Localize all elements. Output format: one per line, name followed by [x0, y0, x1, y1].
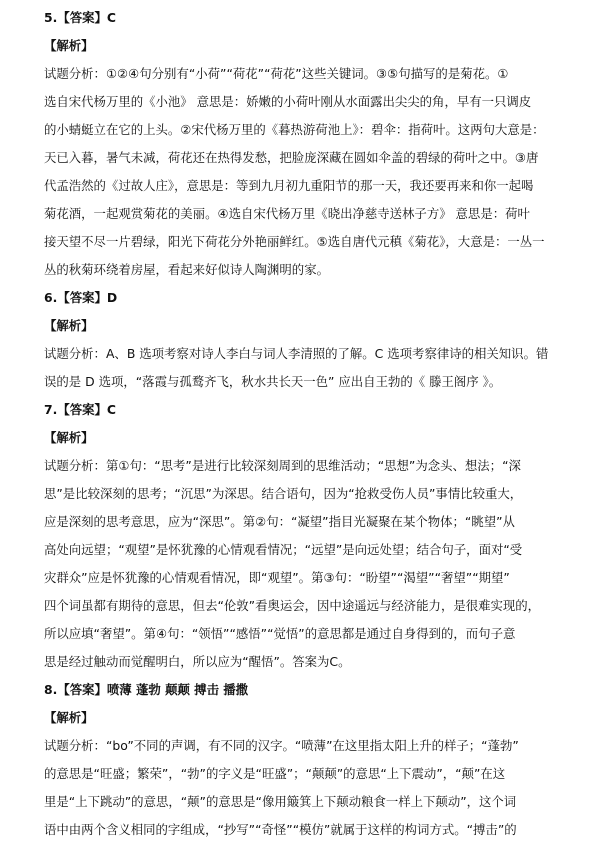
q7-analysis-line: 思”是比较深刻的思考；“沉思”为深思。结合语句，因为“抢救受伤人员”事情比较重大， — [44, 486, 523, 501]
q6-analysis-line: 误的是 D 选项，“落霞与孤鹜齐飞，秋水共长天一色” 应出自王勃的《 滕王阁序 》。 — [44, 374, 502, 389]
q5-analysis-line: 选自宋代杨万里的《小池》 意思是：娇嫩的小荷叶刚从水面露出尖尖的角，早有一只调皮 — [44, 94, 532, 109]
q7-analysis-line: 四个词虽都有期待的意思，但去“伦敦”看奥运会，因中途遥远与经济能力，是很难实现的， — [44, 598, 541, 613]
q8-analysis-line: 里是“上下跳动”的意思，“颠”的意思是“像用簸箕上下颠动粮食一样上下颠动”，这个词 — [44, 794, 517, 809]
q7-analysis-line: 所以应填“奢望”。第④句：“领悟”“感悟”“觉悟”的意思都是通过自身得到的，而句子意 — [44, 626, 516, 641]
q5-analysis-line: 菊花酒，一起观赏菊花的美丽。④选自宋代杨万里《晓出净慈寺送林子方》 意思是：荷叶 — [44, 206, 530, 221]
q5-answer-header: 5.【答案】C — [44, 10, 116, 25]
q7-analysis-line: 思是经过触动而觉醒明白，所以应为“醒悟”。答案为C。 — [44, 654, 351, 669]
q5-analysis-line: 试题分析：①②④句分别有“小荷”“荷花”“荷花”这些关键词。③⑤句描写的是菊花。① — [44, 66, 509, 81]
q5-analysis-line: 的小蜻蜓立在它的上头。②宋代杨万里的《暮热游荷池上》：碧伞：指荷叶。这两句大意是： — [44, 122, 545, 137]
q7-answer-header: 7.【答案】C — [44, 402, 116, 417]
q8-analysis-line: 的意思是“旺盛；繁荣”，“勃”的字义是“旺盛”；“颠颠”的意思“上下震动”，“颠”在这 — [44, 766, 506, 781]
q7-analysis-line: 应是深刻的思考意思，应为“深思”。第②句：“凝望”指目光凝聚在某个物体；“眺望”从 — [44, 514, 515, 529]
q5-analysis-line: 丛的秋菊环绕着房屋，看起来好似诗人陶渊明的家。 — [44, 262, 329, 277]
q5-analysis-line: 接天望不尽一片碧绿，阳光下荷花分外艳丽鲜红。⑤选自唐代元稹《菊花》，大意是：一丛一 — [44, 234, 545, 249]
q6-analysis-line: 试题分析：A、B 选项考察对诗人李白与词人李清照的了解。C 选项考察律诗的相关知识。错 — [44, 346, 549, 361]
q8-analysis-label: 【解析】 — [44, 710, 94, 725]
q6-analysis-label: 【解析】 — [44, 318, 94, 333]
q8-analysis-line: 试题分析：“bo”不同的声调，有不同的汉字。“喷薄”在这里指太阳上升的样子；“蓬勃” — [44, 738, 519, 753]
q8-answer-header: 8.【答案】喷薄 蓬勃 颠颠 搏击 播撒 — [44, 682, 249, 697]
q5-analysis-line: 天已入暮，暑气未减，荷花还在热得发愁，把脸庞深藏在圆如伞盖的碧绿的荷叶之中。③唐 — [44, 150, 539, 165]
q8-analysis-line: 语中由两个含义相同的字组成，“抄写”“奇怪”“模仿”就属于这样的构词方式。“搏击”的 — [44, 822, 517, 837]
q7-analysis-line: 高处向远望；“观望”是怀犹豫的心情观看情况；“远望”是向远处望；结合句子，面对“受 — [44, 542, 523, 557]
q7-analysis-label: 【解析】 — [44, 430, 94, 445]
q5-analysis-line: 代孟浩然的《过故人庄》，意思是：等到九月初九重阳节的那一天，我还要再来和你一起喝 — [44, 178, 534, 193]
q5-analysis-label: 【解析】 — [44, 38, 94, 53]
q7-analysis-line: 试题分析：第①句：“思考”是进行比较深刻周到的思维活动；“思想”为念头、想法；“深 — [44, 458, 521, 473]
q7-analysis-line: 灾群众”应是怀犹豫的心情观看情况，即“观望”。第③句：“盼望”“渴望”“奢望”“期望” — [44, 570, 510, 585]
q6-answer-header: 6.【答案】D — [44, 290, 118, 305]
